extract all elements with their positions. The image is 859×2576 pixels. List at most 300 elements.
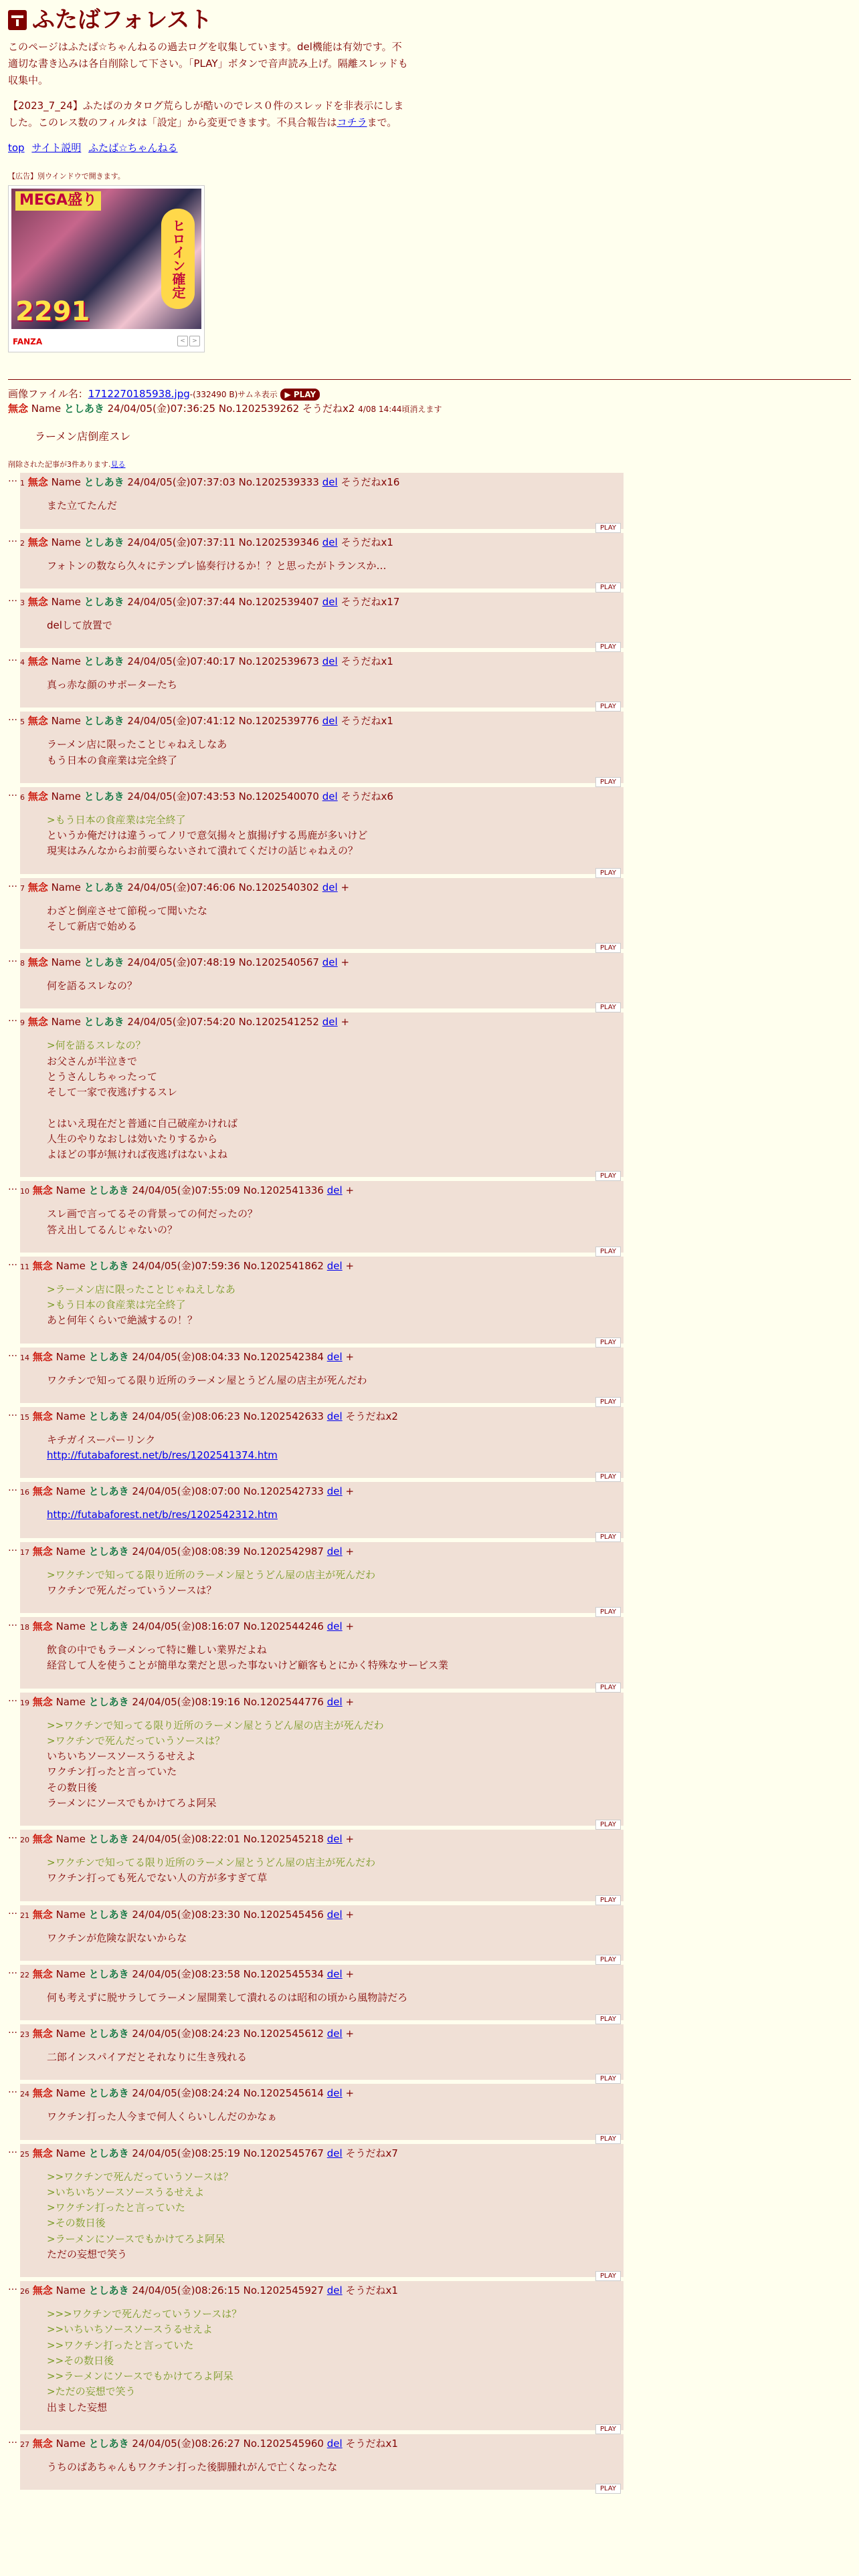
reply-post: [20, 1693, 624, 1829]
reply-play-button[interactable]: PLAY: [595, 2134, 621, 2144]
reply-text-line: 何を語るスレなの？: [47, 980, 138, 992]
reply-name: としあき: [88, 1485, 129, 1498]
site-logo-icon: [8, 10, 27, 30]
op-body: ラーメン店倒産スレ: [35, 429, 131, 443]
reply-row: [8, 652, 624, 711]
reply-name: としあき: [88, 1695, 129, 1708]
reply-subject: 無念: [32, 2028, 53, 2040]
reply-row: [8, 1693, 624, 1829]
reply-del-link[interactable]: del: [326, 2437, 343, 2450]
reply-quote-line: >>その数日後: [47, 2354, 114, 2367]
reply-row: [8, 473, 624, 532]
reply-del-link[interactable]: del: [322, 790, 338, 802]
reply-text-line: いちいちソースソースうるせえよ: [47, 1750, 196, 1763]
op-info-line: [8, 401, 851, 417]
reply-date: 24/04/05(金)07:48:19 No.1202540567: [127, 956, 319, 969]
reply-number: 18: [20, 1623, 29, 1632]
reply-name-label: Name: [51, 595, 81, 608]
reply-body: [47, 498, 624, 514]
reply-play-button[interactable]: PLAY: [595, 1247, 621, 1257]
reply-number: 9: [20, 1018, 25, 1028]
reply-name: としあき: [88, 1545, 129, 1558]
reply-play-row: [20, 2420, 624, 2433]
thread-divider: [8, 379, 851, 380]
reply-date: 24/04/05(金)07:37:03 No.1202539333: [127, 476, 319, 489]
reply-play-row: [20, 1815, 624, 1829]
reply-header: [20, 2436, 624, 2452]
reply-header: [20, 1014, 624, 1030]
reply-soudane[interactable]: +: [341, 881, 350, 893]
reply-name-label: Name: [56, 1908, 86, 1921]
reply-play-row: [20, 1392, 624, 1406]
reply-menu-icon[interactable]: …: [8, 712, 17, 724]
reply-row: [8, 1181, 624, 1253]
reply-play-button[interactable]: PLAY: [595, 2484, 621, 2494]
reply-text-line: 現実はみんなからお前要らないされて潰れてくだけの話じゃねえの？: [47, 845, 359, 857]
ad-banner-image[interactable]: [11, 189, 201, 329]
reply-body: [47, 1931, 624, 1946]
reply-soudane[interactable]: +: [345, 1350, 355, 1363]
reply-menu-icon[interactable]: …: [8, 1407, 17, 1418]
reply-text-line: お父さんが半泣きで: [47, 1055, 138, 1067]
reply-body: [47, 558, 624, 574]
reply-post: [20, 2024, 624, 2083]
op-soudane[interactable]: そうだねx2: [302, 403, 355, 415]
reply-play-button[interactable]: PLAY: [595, 1532, 621, 1542]
reply-number: 20: [20, 1836, 29, 1845]
reply-play-row: [20, 1467, 624, 1481]
reply-text-line: よほどの事が無ければ夜逃げはないよね: [47, 1148, 228, 1161]
reply-menu-icon[interactable]: …: [8, 473, 17, 485]
reply-play-button[interactable]: PLAY: [595, 2424, 621, 2434]
reply-subject: 無念: [27, 790, 48, 802]
reply-text-line: 出ました妄想: [47, 2401, 108, 2413]
reply-soudane[interactable]: +: [341, 1016, 350, 1029]
reply-del-link[interactable]: del: [326, 1485, 343, 1498]
op-play-button[interactable]: ▶ PLAY: [280, 389, 320, 401]
reply-subject: 無念: [32, 1695, 53, 1708]
reply-body: [47, 2460, 624, 2475]
reply-quote-line: >ワクチンで死んだっていうソースは？: [47, 1734, 225, 1747]
reply-del-link[interactable]: del: [322, 715, 338, 728]
reply-header: [20, 879, 624, 895]
reply-name: としあき: [88, 2284, 129, 2297]
reply-body: [47, 1642, 624, 1674]
reply-menu-icon[interactable]: …: [8, 1905, 17, 1917]
reply-menu-icon[interactable]: …: [8, 1830, 17, 1842]
reply-number: 22: [20, 1970, 29, 1979]
reply-menu-icon[interactable]: …: [8, 1348, 17, 1359]
reply-text-line: 何も考えずに脱サラしてラーメン屋開業して潰れるのは昭和の頃から風物詩だろ: [47, 1991, 408, 2004]
reply-del-link[interactable]: del: [322, 1016, 338, 1029]
reply-link[interactable]: http://futabaforest.net/b/res/1202541374.htm: [47, 1449, 278, 1462]
reply-post: [20, 473, 624, 532]
op-file-meta: -(332490 B)サムネ表示: [189, 389, 278, 399]
reply-text-line: ワクチンで知ってる限り近所のラーメン屋とうどん屋の店主が死んだわ: [47, 1374, 367, 1386]
reply-post: [20, 1181, 624, 1253]
reply-row: [8, 2434, 624, 2493]
reply-number: 10: [20, 1187, 29, 1196]
reply-quote-line: >ワクチンで知ってる限り近所のラーメン屋とうどん屋の店主が死んだわ: [47, 1856, 376, 1869]
reply-del-link[interactable]: del: [326, 1350, 343, 1363]
reply-header: [20, 2145, 624, 2161]
reply-post: [20, 1407, 624, 1479]
op-file-label: 画像ファイル名：: [8, 387, 88, 400]
reply-menu-icon[interactable]: …: [8, 1257, 17, 1268]
reply-header: [20, 1966, 624, 1982]
reply-menu-icon[interactable]: …: [8, 1013, 17, 1025]
reply-soudane[interactable]: そうだねx17: [341, 595, 400, 608]
reply-menu-icon[interactable]: …: [8, 533, 17, 544]
reply-header: [20, 1258, 624, 1274]
reply-subject: 無念: [32, 2087, 53, 2100]
reply-row: [8, 1257, 624, 1344]
reply-play-row: [20, 1678, 624, 1689]
reply-play-button[interactable]: PLAY: [595, 1683, 621, 1693]
reply-del-link[interactable]: del: [322, 956, 338, 969]
reply-subject: 無念: [32, 1184, 53, 1197]
reply-del-link[interactable]: del: [326, 1410, 343, 1422]
reply-soudane[interactable]: +: [345, 1184, 355, 1197]
reply-soudane[interactable]: そうだねx1: [341, 655, 393, 668]
reply-row: [8, 1012, 624, 1180]
reply-text-line: そして一家で夜逃げするスレ: [47, 1086, 178, 1099]
reply-text-line: ワクチンで死んだっていうソースは？: [47, 1584, 217, 1596]
reply-quote-line: >>いちいちソースソースうるせえよ: [47, 2323, 213, 2336]
reply-menu-icon[interactable]: …: [8, 2282, 17, 2293]
reply-text-line: わざと倒産させて節税って聞いたな: [47, 904, 208, 917]
reply-play-button[interactable]: PLAY: [595, 943, 621, 953]
reply-quote-line: >もう日本の食産業は完全終了: [47, 813, 186, 826]
reply-name: としあき: [84, 595, 124, 608]
reply-del-link[interactable]: del: [326, 1620, 343, 1633]
reply-name-label: Name: [51, 1016, 81, 1029]
reply-header: [20, 474, 624, 490]
reply-row: [8, 878, 624, 950]
reply-post: [20, 2144, 624, 2278]
deleted-note: [8, 459, 851, 471]
reply-post: [20, 1617, 624, 1689]
reply-text-line: ワクチン打っても死んでない人の方が多すぎて草: [47, 1872, 268, 1885]
reply-post: [20, 2281, 624, 2433]
report-link[interactable]: コチラ: [337, 116, 367, 129]
reply-text-line: 真っ赤な顔のサポーターたち: [47, 679, 178, 691]
op-subject: 無念: [8, 403, 29, 415]
reply-name-label: Name: [56, 2147, 86, 2159]
ad-prev-button[interactable]: <: [177, 336, 188, 346]
reply-play-button[interactable]: PLAY: [595, 1472, 621, 1482]
reply-name-label: Name: [56, 1545, 86, 1558]
reply-soudane[interactable]: +: [345, 1833, 355, 1846]
reply-date: 24/04/05(金)08:24:24 No.1202545614: [132, 2087, 324, 2100]
reply-name-label: Name: [51, 476, 81, 489]
reply-quote-line: >ワクチンで知ってる限り近所のラーメン屋とうどん屋の店主が死んだわ: [47, 1568, 376, 1581]
reply-post: [20, 787, 624, 877]
reply-name-label: Name: [56, 1967, 86, 1980]
reply-post: [20, 1542, 624, 1614]
reply-soudane[interactable]: そうだねx6: [341, 790, 393, 802]
reply-play-row: [20, 938, 624, 952]
reply-text-line: ただの妄想で笑う: [47, 2248, 128, 2260]
op-file-link[interactable]: 1712270185938.jpg: [88, 387, 190, 400]
reply-subject: 無念: [32, 1833, 53, 1846]
reply-subject: 無念: [32, 1620, 53, 1633]
reply-subject: 無念: [32, 1967, 53, 1980]
reply-header: [20, 1618, 624, 1634]
reply-number: 21: [20, 1911, 29, 1920]
reply-text-line: ワクチン打ったと言っていた: [47, 1765, 177, 1778]
reply-name: としあき: [88, 2147, 129, 2159]
reply-play-button[interactable]: PLAY: [595, 1895, 621, 1905]
site-header: [8, 0, 851, 155]
reply-play-button[interactable]: PLAY: [595, 702, 621, 712]
reply-subject: 無念: [32, 1350, 53, 1363]
reply-date: 24/04/05(金)07:59:36 No.1202541862: [132, 1259, 324, 1272]
reply-menu-icon[interactable]: …: [8, 2084, 17, 2096]
ad-note: 【広告】別ウインドウで開きます。: [8, 172, 125, 181]
reply-play-button[interactable]: PLAY: [595, 1397, 621, 1407]
top-links: [8, 140, 851, 156]
reply-subject: 無念: [32, 1908, 53, 1921]
reply-body: [47, 1038, 624, 1162]
reply-menu-icon[interactable]: …: [8, 878, 17, 889]
reply-number: 16: [20, 1488, 29, 1497]
reply-body: [47, 1718, 624, 1812]
ad-box[interactable]: [8, 185, 205, 352]
reply-play-button[interactable]: PLAY: [595, 2074, 621, 2084]
reply-del-link[interactable]: del: [322, 476, 338, 489]
reply-body: [47, 1373, 624, 1388]
reply-menu-icon[interactable]: …: [8, 1965, 17, 1976]
reply-del-link[interactable]: del: [326, 2147, 343, 2159]
reply-name-label: Name: [56, 1833, 86, 1846]
reply-number: 24: [20, 2090, 29, 2099]
reply-soudane[interactable]: +: [345, 1908, 355, 1921]
reply-body: [47, 1855, 624, 1887]
reply-date: 24/04/05(金)07:43:53 No.1202540070: [127, 790, 319, 802]
reply-play-row: [20, 1166, 624, 1180]
ad-next-button[interactable]: >: [189, 336, 200, 346]
reply-quote-line: >>ワクチンで死んだっていうソースは？: [47, 2170, 233, 2183]
reply-row: [8, 1830, 624, 1904]
reply-quote-line: >ワクチン打ったと言っていた: [47, 2202, 185, 2214]
reply-soudane[interactable]: +: [345, 2087, 355, 2100]
reply-play-row: [20, 637, 624, 651]
ad-nav: [177, 336, 200, 346]
reply-play-row: [20, 2266, 624, 2280]
reply-soudane[interactable]: +: [345, 1259, 355, 1272]
reply-soudane[interactable]: そうだねx1: [341, 536, 393, 548]
reply-name: としあき: [84, 790, 124, 802]
reply-del-link[interactable]: del: [326, 1695, 343, 1708]
reply-date: 24/04/05(金)07:55:09 No.1202541336: [132, 1184, 324, 1197]
reply-soudane[interactable]: そうだねx1: [345, 2437, 398, 2450]
reply-del-link[interactable]: del: [326, 1545, 343, 1558]
reply-name: としあき: [88, 1967, 129, 1980]
reply-subject: 無念: [27, 536, 48, 548]
site-notice: [8, 98, 409, 131]
reply-name: としあき: [88, 1908, 129, 1921]
site-title: [8, 5, 851, 35]
reply-text-line: ラーメン店に限ったことじゃねえしなあ: [47, 738, 227, 751]
reply-subject: 無念: [32, 1410, 53, 1422]
reply-text-line: ワクチン打った人今まで何人くらいしんだのかなぁ: [47, 2111, 278, 2123]
reply-date: 24/04/05(金)08:06:23 No.1202542633: [132, 1410, 324, 1422]
reply-play-row: [20, 1602, 624, 1616]
reply-row: [8, 1905, 624, 1961]
reply-play-button[interactable]: PLAY: [595, 1820, 621, 1830]
deleted-note-text: 削除された記事が3件あります.: [8, 459, 111, 469]
reply-name-label: Name: [56, 1350, 86, 1363]
reply-soudane[interactable]: そうだねx1: [341, 715, 393, 728]
reply-date: 24/04/05(金)07:40:17 No.1202539673: [127, 655, 319, 668]
reply-menu-icon[interactable]: …: [8, 1182, 17, 1193]
reply-body: [47, 2169, 624, 2263]
reply-date: 24/04/05(金)07:54:20 No.1202541252: [127, 1016, 319, 1029]
reply-post: [20, 1965, 624, 2024]
reply-play-button[interactable]: PLAY: [595, 1171, 621, 1181]
reply-menu-icon[interactable]: …: [8, 787, 17, 798]
reply-body: [47, 1507, 624, 1523]
reply-row: [8, 953, 624, 1012]
reply-menu-icon[interactable]: …: [8, 2144, 17, 2155]
reply-play-row: [20, 1950, 624, 1961]
reply-row: [8, 712, 624, 786]
reply-quote-line: >>ワクチン打ったと言っていた: [47, 2339, 194, 2351]
op-date: 24/04/05(金)07:36:25 No.1202539262: [107, 403, 300, 415]
reply-play-button[interactable]: PLAY: [595, 1955, 621, 1965]
reply-date: 24/04/05(金)08:26:27 No.1202545960: [132, 2437, 324, 2450]
reply-date: 24/04/05(金)08:25:19 No.1202545767: [132, 2147, 324, 2159]
reply-del-link[interactable]: del: [326, 1908, 343, 1921]
reply-play-button[interactable]: PLAY: [595, 868, 621, 878]
op-name-label: Name: [31, 403, 62, 415]
reply-play-button[interactable]: PLAY: [595, 642, 621, 652]
reply-del-link[interactable]: del: [322, 655, 338, 668]
reply-play-button[interactable]: PLAY: [595, 1337, 621, 1348]
reply-quote-line: >>ラーメンにソースでもかけてろよ阿呆: [47, 2370, 233, 2383]
reply-menu-icon[interactable]: …: [8, 1618, 17, 1629]
reply-play-button[interactable]: PLAY: [595, 1607, 621, 1617]
reply-name: としあき: [88, 1620, 129, 1633]
reply-number: 1: [20, 479, 25, 488]
reply-soudane[interactable]: +: [345, 1695, 355, 1708]
reply-del-link[interactable]: del: [322, 595, 338, 608]
reply-name: としあき: [84, 715, 124, 728]
reply-date: 24/04/05(金)07:37:44 No.1202539407: [127, 595, 319, 608]
deleted-show-link[interactable]: 見る: [110, 459, 126, 469]
futaba-link[interactable]: ふたば☆ちゃんねる: [88, 141, 178, 154]
reply-soudane[interactable]: そうだねx1: [345, 2284, 398, 2297]
reply-menu-icon[interactable]: …: [8, 1542, 17, 1553]
reply-play-button[interactable]: PLAY: [595, 523, 621, 533]
reply-number: 11: [20, 1262, 29, 1271]
reply-del-link[interactable]: del: [326, 2028, 343, 2040]
reply-soudane[interactable]: +: [345, 1967, 355, 1980]
reply-play-button[interactable]: PLAY: [595, 1002, 621, 1012]
reply-del-link[interactable]: del: [326, 1184, 343, 1197]
reply-row: [8, 1407, 624, 1479]
reply-del-link[interactable]: del: [326, 2087, 343, 2100]
reply-menu-icon[interactable]: …: [8, 593, 17, 604]
reply-post: [20, 593, 624, 651]
reply-play-button[interactable]: PLAY: [595, 582, 621, 593]
reply-play-button[interactable]: PLAY: [595, 777, 621, 787]
reply-subject: 無念: [27, 595, 48, 608]
op-post: [8, 387, 851, 471]
reply-row: [8, 2144, 624, 2278]
reply-header: [20, 594, 624, 610]
reply-name-label: Name: [56, 1259, 86, 1272]
reply-body: [47, 2050, 624, 2065]
reply-play-button[interactable]: PLAY: [595, 2271, 621, 2281]
reply-quote-line: >ただの妄想で笑う: [47, 2385, 136, 2398]
reply-soudane[interactable]: +: [341, 956, 350, 969]
reply-name-label: Name: [56, 2087, 86, 2100]
reply-soudane[interactable]: そうだねx2: [345, 1410, 398, 1422]
reply-soudane[interactable]: +: [345, 1620, 355, 1633]
reply-text-line: もう日本の食産業は完全終了: [47, 754, 178, 766]
reply-header: [20, 653, 624, 669]
reply-soudane[interactable]: そうだねx16: [341, 476, 400, 489]
reply-soudane[interactable]: +: [345, 2028, 355, 2040]
reply-body: [47, 1568, 624, 1599]
reply-text-line: フォトンの数なら久々にテンプレ協奏行けるか！？と思ったがトランスか…: [47, 559, 387, 572]
reply-list: [8, 473, 851, 2493]
reply-del-link[interactable]: del: [322, 536, 338, 548]
reply-name-label: Name: [56, 2437, 86, 2450]
reply-del-link[interactable]: del: [326, 1967, 343, 1980]
reply-quote-line: >もう日本の食産業は完全終了: [47, 1299, 186, 1311]
reply-date: 24/04/05(金)07:46:06 No.1202540302: [127, 881, 319, 893]
reply-name: としあき: [88, 2028, 129, 2040]
reply-name: としあき: [88, 2437, 129, 2450]
reply-name-label: Name: [51, 536, 81, 548]
reply-menu-icon[interactable]: …: [8, 1693, 17, 1704]
reply-soudane[interactable]: +: [345, 1485, 355, 1498]
reply-quote-line: >ラーメンにソースでもかけてろよ阿呆: [47, 2232, 225, 2245]
reply-del-link[interactable]: del: [326, 1833, 343, 1846]
reply-name-label: Name: [56, 1620, 86, 1633]
reply-play-button[interactable]: PLAY: [595, 2014, 621, 2024]
reply-row: [8, 1542, 624, 1614]
reply-row: [8, 1965, 624, 2024]
reply-menu-icon[interactable]: …: [8, 2434, 17, 2446]
reply-menu-icon[interactable]: …: [8, 653, 17, 664]
reply-del-link[interactable]: del: [322, 881, 338, 893]
reply-row: [8, 1348, 624, 1406]
reply-text-line: うちのばあちゃんもワクチン打った後脚腫れがんで亡くなったな: [47, 2460, 338, 2473]
reply-soudane[interactable]: そうだねx7: [345, 2147, 398, 2159]
reply-post: [20, 1830, 624, 1904]
reply-link[interactable]: http://futabaforest.net/b/res/1202542312.htm: [47, 1509, 278, 1521]
site-guide-link[interactable]: サイト説明: [31, 141, 82, 154]
reply-soudane[interactable]: +: [345, 1545, 355, 1558]
reply-menu-icon[interactable]: …: [8, 954, 17, 965]
reply-del-link[interactable]: del: [326, 2284, 343, 2297]
reply-name: としあき: [88, 1184, 129, 1197]
reply-menu-icon[interactable]: …: [8, 1483, 17, 1494]
top-link[interactable]: top: [8, 141, 25, 154]
reply-subject: 無念: [27, 1016, 48, 1029]
reply-menu-icon[interactable]: …: [8, 2025, 17, 2036]
reply-header: [20, 1831, 624, 1847]
ad-brand-logo: FANZA: [13, 336, 43, 346]
site-title-text: ふたばフォレスト: [32, 7, 213, 33]
reply-del-link[interactable]: del: [326, 1259, 343, 1272]
reply-body: [47, 813, 624, 859]
reply-body: [47, 2109, 624, 2125]
